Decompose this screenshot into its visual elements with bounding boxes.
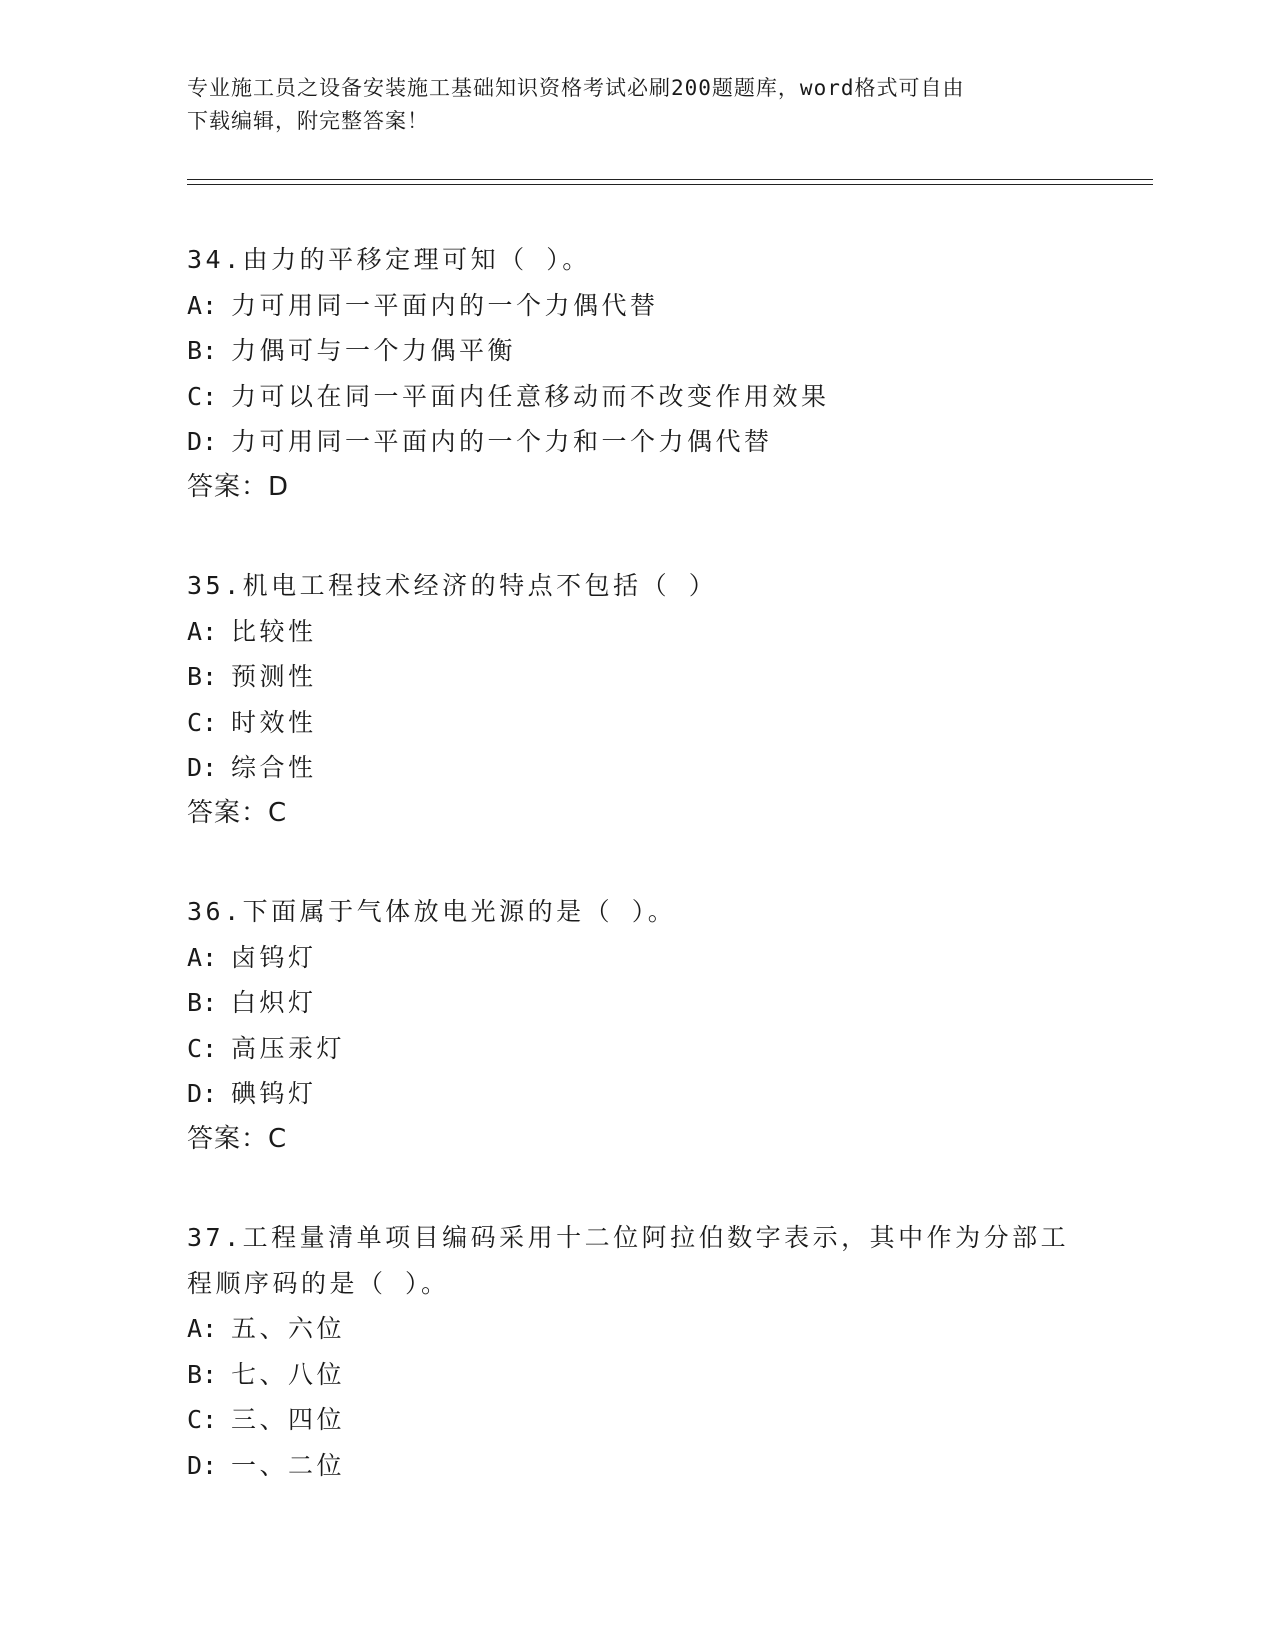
option-letter: C: [187, 707, 218, 737]
option-letter: B: [187, 662, 218, 691]
option-text: 力可用同一平面内的一个力偶代替 [231, 290, 659, 320]
option-a [187, 935, 1087, 981]
answer-line: 答案：C [187, 797, 288, 828]
option-text: 卤钨灯 [231, 942, 317, 972]
option-letter: C: [187, 381, 218, 411]
option-text: 力可以在同一平面内任意移动而不改变作用效果 [231, 381, 830, 411]
question-34 [187, 237, 1087, 510]
option-c [187, 1026, 1087, 1072]
option-text: 力可用同一平面内的一个力和一个力偶代替 [231, 427, 773, 456]
option-b [187, 1352, 1087, 1398]
option-c [187, 1397, 1087, 1443]
option-a [187, 609, 1087, 655]
option-text: 三、四位 [231, 1405, 346, 1434]
option-d [187, 1071, 1087, 1117]
option-letter: A: [187, 942, 218, 972]
option-b [187, 328, 1087, 374]
option-d [187, 1443, 1087, 1489]
question-37 [187, 1215, 1087, 1488]
header-line-1: 专业施工员之设备安装施工基础知识资格考试必刷200题题库，word格式可自由 [187, 76, 965, 100]
option-text: 力偶可与一个力偶平衡 [231, 336, 517, 365]
option-letter: B: [187, 1359, 218, 1389]
option-text: 比较性 [231, 616, 317, 646]
option-text: 七、八位 [231, 1359, 346, 1389]
option-letter: A: [187, 616, 218, 646]
question-stem: 34.由力的平移定理可知（ ）。 [187, 245, 591, 274]
option-text: 一、二位 [231, 1450, 346, 1480]
option-letter: D: [187, 1079, 218, 1108]
option-letter: B: [187, 336, 218, 365]
option-letter: C: [187, 1405, 218, 1434]
question-36 [187, 889, 1087, 1162]
header-divider-bottom [187, 184, 1153, 185]
question-stem: 36.下面属于气体放电光源的是（ ）。 [187, 897, 677, 926]
option-letter: D: [187, 427, 218, 456]
document-header [187, 72, 1067, 138]
option-text: 高压汞灯 [231, 1033, 346, 1063]
option-text: 碘钨灯 [231, 1079, 317, 1108]
header-divider-top [187, 179, 1153, 180]
option-text: 时效性 [231, 707, 317, 737]
question-stem: 35.机电工程技术经济的特点不包括（ ） [187, 571, 718, 600]
option-text: 白炽灯 [231, 988, 317, 1017]
option-text: 预测性 [231, 662, 317, 691]
option-c [187, 700, 1087, 746]
question-list [187, 237, 1087, 1541]
option-d [187, 745, 1087, 791]
option-letter: D: [187, 1450, 218, 1480]
answer-line: 答案：C [187, 1123, 288, 1154]
question-35 [187, 563, 1087, 836]
option-text: 综合性 [231, 753, 317, 782]
option-a [187, 1306, 1087, 1352]
option-letter: B: [187, 988, 218, 1017]
option-letter: C: [187, 1033, 218, 1063]
option-b [187, 980, 1087, 1026]
option-letter: D: [187, 753, 218, 782]
question-stem-line-1: 37.工程量清单项目编码采用十二位阿拉伯数字表示，其中作为分部工 [187, 1223, 1070, 1252]
option-d [187, 419, 1087, 465]
answer-line: 答案：D [187, 471, 290, 502]
option-letter: A: [187, 290, 218, 320]
header-line-2: 下载编辑，附完整答案！ [187, 109, 429, 133]
option-a [187, 283, 1087, 329]
option-text: 五、六位 [231, 1314, 346, 1343]
option-b [187, 654, 1087, 700]
option-letter: A: [187, 1314, 218, 1343]
question-stem-line-2: 程顺序码的是（ ）。 [187, 1268, 450, 1298]
option-c [187, 374, 1087, 420]
